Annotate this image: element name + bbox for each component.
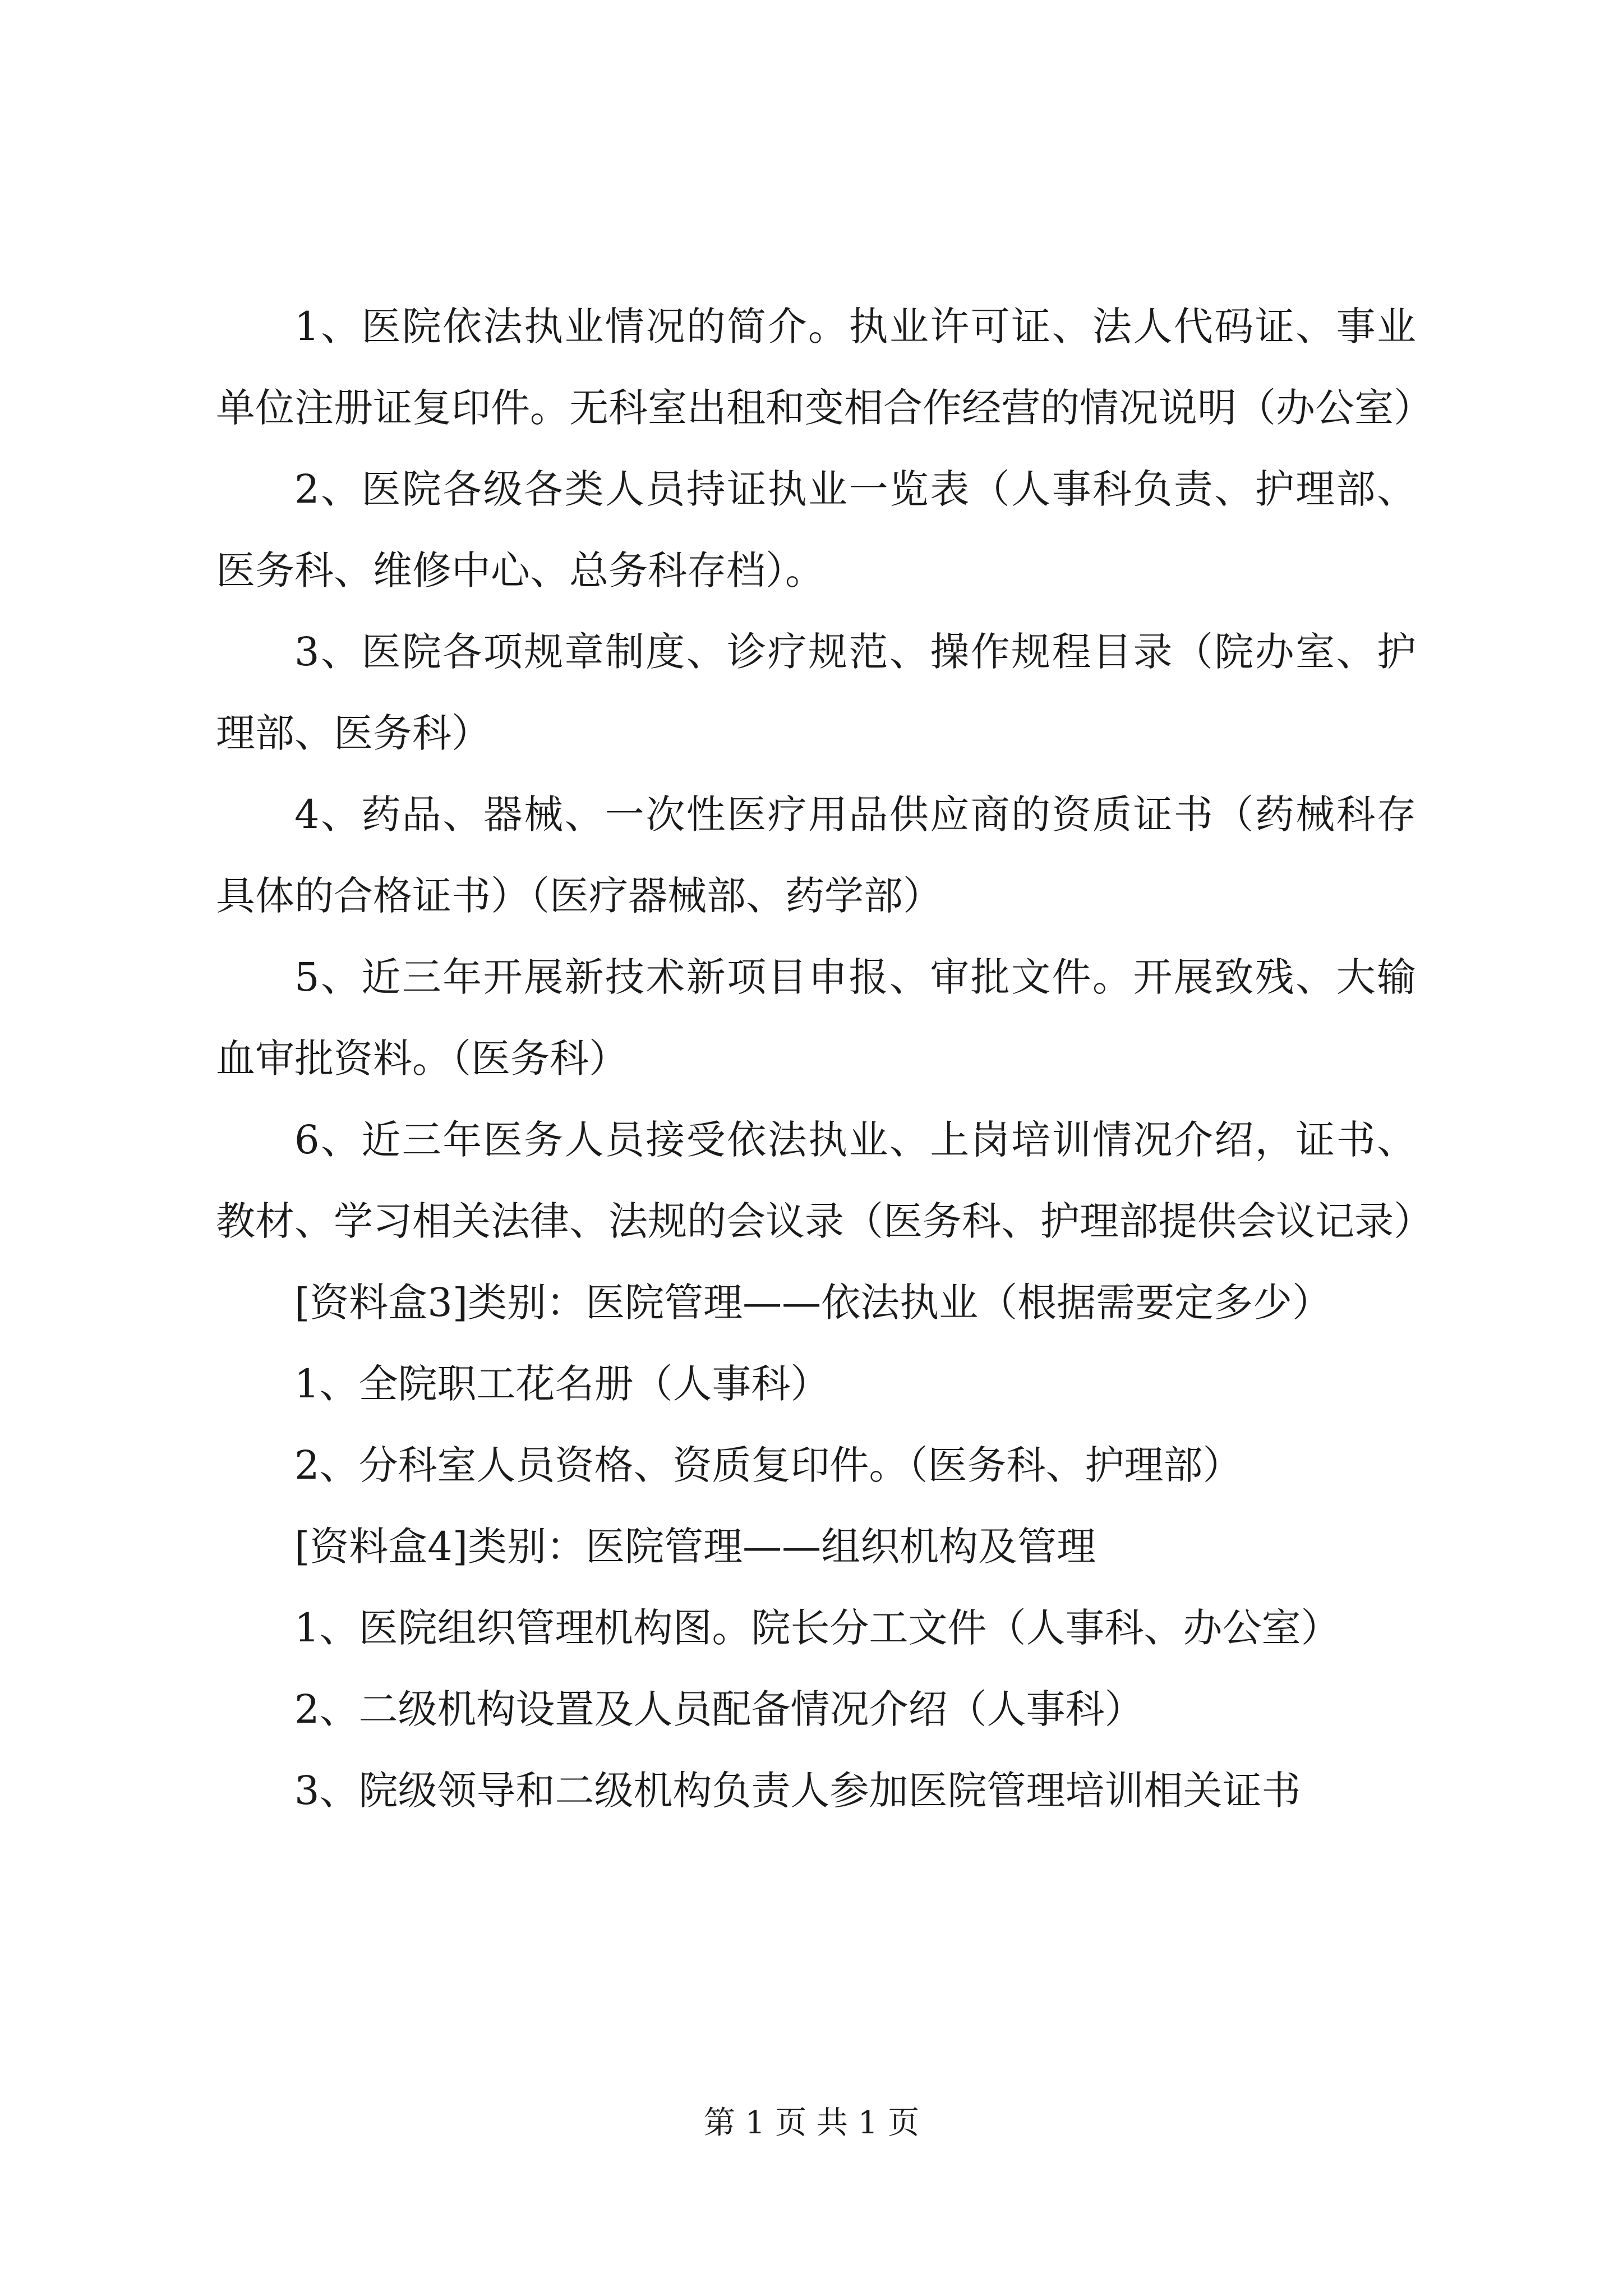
paragraph-box3-2: 2、分科室人员资格、资质复印件。（医务科、护理部） xyxy=(294,1442,1242,1488)
section-heading-box-4: [资料盒4]类别：医院管理——组织机构及管理 xyxy=(294,1524,1096,1570)
page-footer: 第 1 页 共 1 页 xyxy=(703,2105,920,2141)
paragraph-box4-2: 2、二级机构设置及人员配备情况介绍（人事科） xyxy=(294,1686,1144,1732)
paragraph-1: 1、医院依法执业情况的简介。执业许可证、法人代码证、事业单位注册证复印件。无科室出租和变相合作经营的情况说明（办公室） xyxy=(216,303,1433,431)
paragraph-box4-3: 3、院级领导和二级机构负责人参加医院管理培训相关证书 xyxy=(294,1768,1301,1814)
paragraph-6: 6、近三年医务人员接受依法执业、上岗培训情况介绍，证书、教材、学习相关法律、法规的会议录（医务科、护理部提供会议记录） xyxy=(216,1117,1433,1244)
paragraph-2: 2、医院各级各类人员持证执业一览表（人事科负责、护理部、医务科、维修中心、总务科存档）。 xyxy=(216,466,1416,593)
paragraph-box3-1: 1、全院职工花名册（人事科） xyxy=(294,1361,830,1407)
document-body xyxy=(216,286,1433,1832)
paragraph-box4-1: 1、医院组织管理机构图。院长分工文件（人事科、办公室） xyxy=(294,1605,1340,1651)
section-heading-box-3: [资料盒3]类别：医院管理——依法执业（根据需要定多少） xyxy=(294,1280,1332,1326)
paragraph-5: 5、近三年开展新技术新项目申报、审批文件。开展致残、大输血审批资料。（医务科） xyxy=(216,954,1416,1082)
paragraph-3: 3、医院各项规章制度、诊疗规范、操作规程目录（院办室、护理部、医务科） xyxy=(216,629,1416,756)
paragraph-4: 4、药品、器械、一次性医疗用品供应商的资质证书（药械科存具体的合格证书）（医疗器械部、药学部） xyxy=(216,792,1416,919)
